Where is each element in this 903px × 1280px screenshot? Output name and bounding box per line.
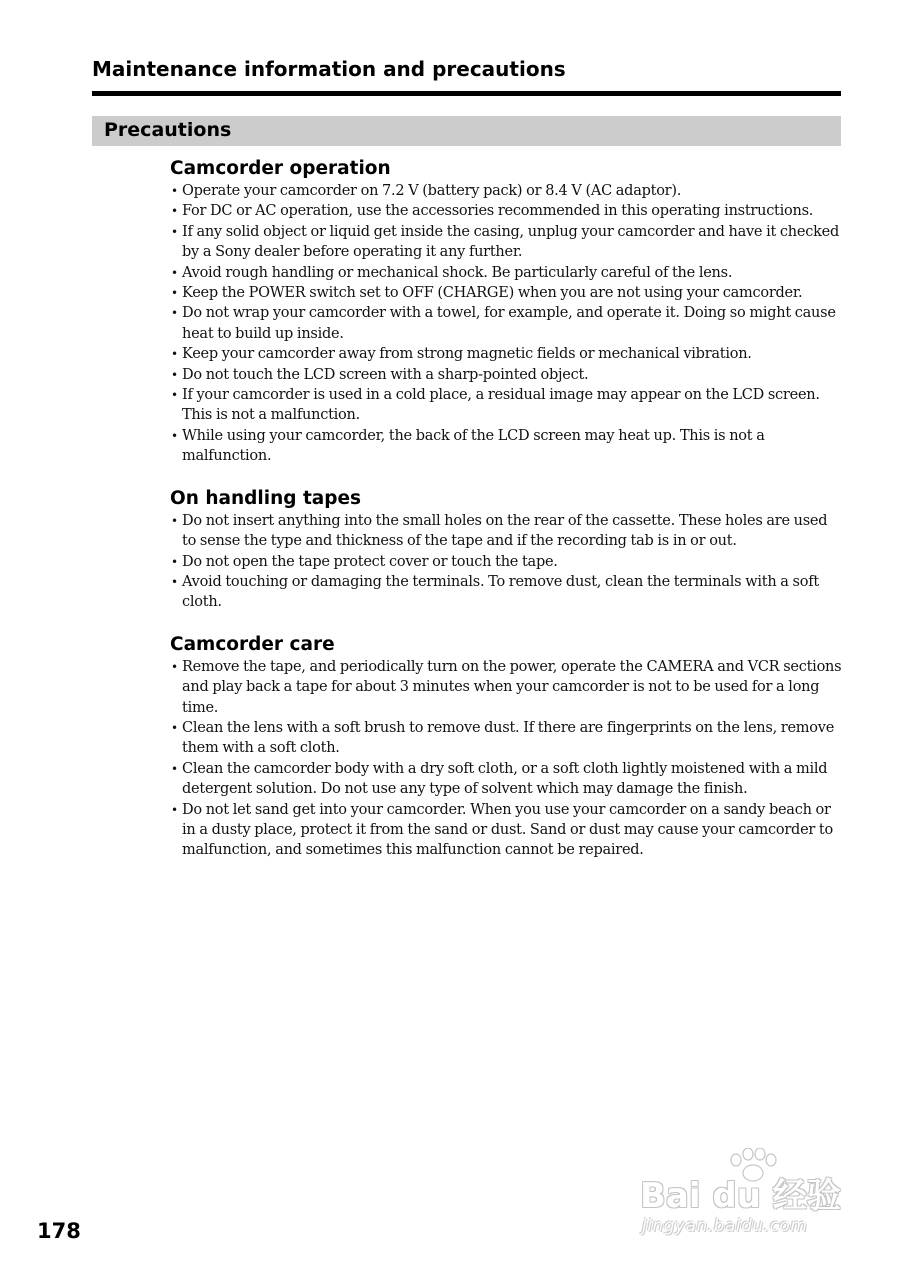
- bullet-icon: •: [171, 306, 178, 321]
- bullet-icon: •: [171, 802, 178, 817]
- list-item: • Do not let sand get into your camcorder. When you use your camcorder on a sandy beach or in a dusty place, protect it from the sand or dust. Sand or dust may cause your camcorder to malfunction, and sometimes this malfunction cannot be repaired.: [171, 801, 833, 859]
- bullet-list: [170, 657, 842, 861]
- list-item: • If any solid object or liquid get inside the casing, unplug your camcorder and have it checked by a Sony dealer before operating it any further.: [171, 223, 839, 261]
- list-item: • Do not open the tape protect cover or touch the tape.: [170, 552, 842, 572]
- bullet-icon: •: [171, 554, 178, 569]
- bullet-icon: •: [171, 659, 178, 674]
- watermark-brand: Bai du 经验: [640, 1176, 841, 1216]
- subsection-camcorder-operation: [170, 157, 842, 467]
- bullet-list: [170, 511, 842, 613]
- subsection-handling-tapes: [170, 487, 842, 613]
- bullet-icon: •: [171, 388, 178, 403]
- list-item: • Clean the lens with a soft brush to remove dust. If there are fingerprints on the lens, remove them with a soft cloth.: [171, 719, 835, 757]
- list-item: • Operate your camcorder on 7.2 V (battery pack) or 8.4 V (AC adaptor).: [170, 181, 842, 201]
- bullet-icon: •: [171, 286, 178, 301]
- watermark-url: jingyan.baidu.com: [642, 1216, 808, 1236]
- bullet-icon: •: [171, 347, 178, 362]
- section-band: [92, 116, 841, 146]
- page-header-title: Maintenance information and precautions: [92, 57, 566, 81]
- bullet-icon: •: [171, 367, 178, 382]
- subsection-title: Camcorder care: [170, 633, 335, 655]
- section-title: Precautions: [104, 119, 232, 141]
- content: [170, 157, 842, 881]
- bullet-icon: •: [171, 265, 178, 280]
- list-item: • For DC or AC operation, use the accessories recommended in this operating instructions.: [170, 201, 842, 221]
- list-item: • Avoid touching or damaging the terminals. To remove dust, clean the terminals with a soft cloth.: [171, 573, 819, 611]
- bullet-icon: •: [171, 224, 178, 239]
- list-item: • If your camcorder is used in a cold place, a residual image may appear on the LCD screen. This is not a malfunction.: [171, 387, 820, 424]
- bullet-icon: •: [171, 184, 178, 198]
- list-item: • Do not wrap your camcorder with a towel, for example, and operate it. Doing so might cause heat to build up inside.: [171, 305, 836, 342]
- list-item: • Keep your camcorder away from strong magnetic fields or mechanical vibration.: [170, 344, 842, 364]
- page-number: 178: [37, 1219, 81, 1243]
- bullet-icon: •: [171, 204, 178, 219]
- list-item: • While using your camcorder, the back of the LCD screen may heat up. This is not a malfunction.: [171, 427, 765, 465]
- subsection-title: On handling tapes: [170, 487, 362, 509]
- bullet-icon: •: [171, 513, 178, 528]
- bullet-icon: •: [171, 574, 178, 589]
- list-item: • Remove the tape, and periodically turn on the power, operate the CAMERA and VCR sections and play back a tape for about 3 minutes when your camcorder is not to be used for a long time.: [171, 658, 842, 716]
- bullet-list: [170, 181, 842, 467]
- bullet-icon: •: [171, 761, 178, 776]
- subsection-title: Camcorder operation: [170, 158, 391, 179]
- subsection-camcorder-care: [170, 633, 842, 861]
- list-item: • Keep the POWER switch set to OFF (CHARGE) when you are not using your camcorder.: [170, 283, 842, 303]
- list-item: • Clean the camcorder body with a dry soft cloth, or a soft cloth lightly moistened with a mild detergent solution. Do not use any type of solvent which may damage the finish.: [171, 760, 828, 798]
- bullet-icon: •: [171, 720, 178, 735]
- watermark: [640, 1148, 850, 1248]
- header-rule: [92, 91, 841, 96]
- bullet-icon: •: [171, 428, 178, 443]
- list-item: • Do not insert anything into the small holes on the rear of the cassette. These holes are used to sense the type and thickness of the tape and if the recording tab is in or out.: [171, 512, 828, 550]
- list-item: • Do not touch the LCD screen with a sharp-pointed object.: [170, 365, 842, 385]
- list-item: • Avoid rough handling or mechanical shock. Be particularly careful of the lens.: [170, 263, 842, 283]
